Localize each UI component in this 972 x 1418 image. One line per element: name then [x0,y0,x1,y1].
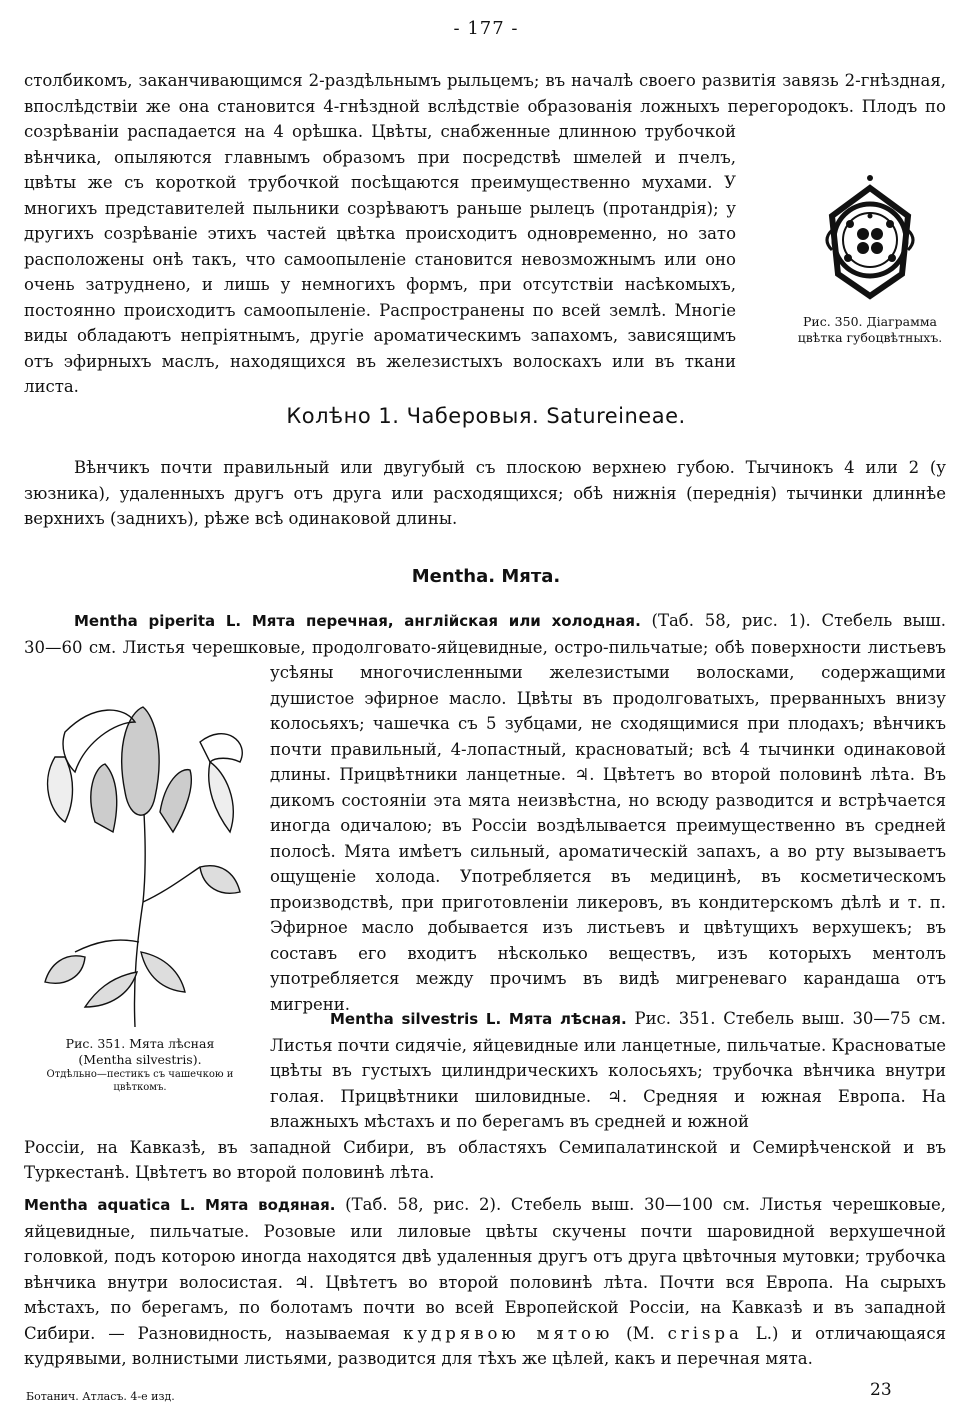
species-aquatica-text-c: L.) и отличающаяся кудрявыми, волнистыми листьями, разводится для тѣхъ же цѣлей, какъ и перечная мята. [24,1323,946,1368]
species-piperita-ref: (Таб. 58, рис. 1). Стебель выш. [640,611,946,630]
footer-left: Ботанич. Атласъ. 4-е изд. [26,1390,175,1403]
species-aquatica-name: Mentha aquatica L. Мята водяная. [24,1196,336,1214]
species-silvestris-text-b: Россіи, на Кавказѣ, въ западной Сибири, въ областяхъ Семипалатинской и Семирѣченской и въ Туркестанѣ. Цвѣтетъ во второй половинѣ лѣта. [24,1137,946,1182]
genus-heading: Mentha. Мята. [411,566,561,587]
species-silvestris-text-a: Рис. 351. Стебель выш. 30—75 см. Листья почти сидячіе, яйцевидные или ланцетные, пильчатые. Красноватые цвѣты въ густыхъ цилиндрическихъ колосьяхъ; трубочка вѣнчика внутри голая. Прицвѣтники шиловидные. ♃. Средняя и южная Европа. На влажныхъ мѣстахъ и по берегамъ въ средней и южной [270,1009,946,1131]
species-aquatica-variety: кудрявою мятою [403,1323,614,1343]
figure-350 [790,170,950,346]
figure-350-caption-1: Рис. 350. Діаграмма [802,314,937,329]
species-aquatica-text-a: (Таб. 58, рис. 2). Стебель выш. 30—100 см. Листья черешковые, яйцевидные, пильчатые. Розовые или лиловые цвѣты скучены почти шаровидной верхушечной головкой, подъ которою иногда находятся двѣ удаленныя другъ отъ друга цвѣточныя мутовки; трубочка вѣнчика внутри волосистая. ♃. Цвѣтетъ во второй половинѣ лѣта. Почти вся Европа. На сырыхъ мѣстахъ, по берегамъ, по болотамъ почти во всей Европейской Россіи, на Кавказѣ и въ западной Сибири. — Разновидность, называемая [24,1195,946,1343]
species-aquatica [24,1192,946,1372]
species-aquatica-variety-latin: crispa [667,1323,743,1343]
species-silvestris [24,1006,946,1186]
intro-rest: созрѣваніи распадается на 4 орѣшка. Цвѣты, снабженные длинною трубочкой вѣнчика, опыляются главнымъ образомъ при посредствѣ шмелей и пчелъ, цвѣты же съ короткой трубочкой посѣщаются преимущественно мухами. У многихъ представителей пыльники созрѣваютъ раньше рылецъ (протандрія); у другихъ созрѣваніе этихъ частей цвѣтка происходитъ одновременно, но зато расположены онѣ такъ, что самоопыленіе становится невозможнымъ или оно очень затруднено, и лишь у немногихъ формъ, при отсутствіи насѣкомыхъ, постоянно происходитъ самоопыленіе. Распространены по всей землѣ. Многіе виды обладаютъ непріятнымъ, другіе ароматическимъ запахомъ, зависящимъ отъ эфирныхъ маслъ, находящихся въ железистыхъ волоскахъ или въ ткани листа. [24,122,736,396]
intro-line-2: впослѣдствіи же она становится 4-гнѣздной вслѣдствіе образованія ложныхъ перегородокъ. Плодъ по [24,96,946,116]
figure-351-caption-3: Отдѣльно—пестикъ съ чашечкою и цвѣткомъ. [46,1069,234,1093]
species-aquatica-text-b: (M. [613,1323,668,1343]
figure-351-caption-1: Рис. 351. Мята лѣсная [65,1036,215,1051]
mint-plant-illustration [25,702,255,1032]
species-piperita-name: Mentha piperita L. Мята перечная, англійская или холодная. [74,612,641,630]
footer-page-number: 23 [870,1380,892,1400]
flower-diagram-icon [810,170,930,310]
figure-351-caption-2: (Mentha silvestris). [78,1052,202,1067]
section-paragraph: Вѣнчикъ почти правильный или двугубый съ плоскою верхнею губою. Тычинокъ 4 или 2 (у зюзника), удаленныхъ другъ отъ друга или расходящихся; обѣ нижнія (переднія) тычинки длиннѣе верхнихъ (заднихъ), рѣже всѣ одинаковой длины. [24,458,946,528]
species-piperita-line-2: 30—60 см. Листья черешковые, продолговато-яйцевидные, остро-пильчатые; обѣ поверхности листьевъ [24,637,946,657]
figure-350-caption-2: цвѣтка губоцвѣтныхъ. [797,330,943,345]
intro-line-1: столбикомъ, заканчивающимся 2-раздѣльнымъ рыльцемъ; въ началѣ своего развитія завязь 2-гнѣздная, [24,71,946,90]
section-heading: Колѣно 1. Чаберовыя. Satureineae. [286,404,686,428]
species-silvestris-name: Mentha silvestris L. Мята лѣсная. [330,1010,627,1028]
page-number: - 177 - [453,18,519,39]
species-piperita-text: усѣяны многочисленными железистыми волосками, содержащими душистое эфирное масло. Цвѣты въ продолговатыхъ, прерванныхъ внизу колосьяхъ; чашечка съ 5 зубцами, не сходящимися при плодахъ; вѣнчикъ почти правильный, 4-лопастный, красноватый; всѣ 4 тычинки одинаковой длины. Прицвѣтники ланцетные. ♃. Цвѣтетъ во второй половинѣ лѣта. Въ дикомъ состояніи эта мята неизвѣстна, но всюду разводится и встрѣчается иногда одичалою; въ Россіи воздѣлывается преимущественно въ средней полосѣ. Мята имѣетъ сильный, ароматическій запахъ, а во рту вызываетъ ощущеніе холода. Употребляется въ медицинѣ, въ косметическомъ производствѣ, при приготовленіи ликеровъ, въ кондитерскомъ дѣлѣ и т. п. Эфирное масло добывается изъ листьевъ и цвѣтущихъ верхушекъ; въ составъ его входитъ нѣсколько веществъ, изъ которыхъ ментолъ употребляется между прочимъ въ видѣ мигреневаго карандаша отъ мигрени. [270,663,946,1014]
